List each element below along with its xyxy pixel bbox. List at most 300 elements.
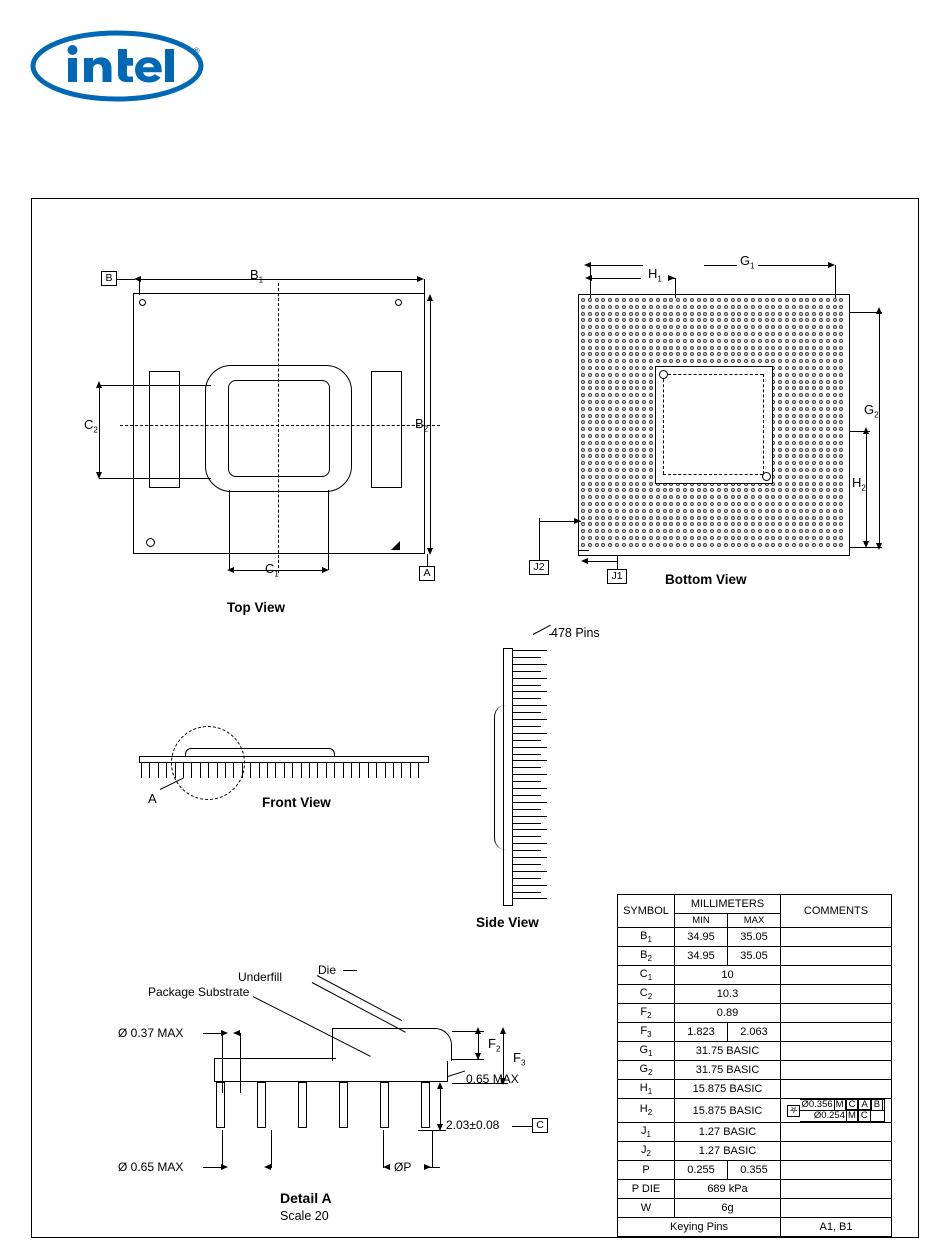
- bga-ball: [792, 488, 796, 492]
- bga-ball: [649, 482, 653, 486]
- bga-ball: [663, 325, 667, 329]
- bga-ball: [669, 312, 673, 316]
- bga-ball: [785, 346, 789, 350]
- dim-h2-arrow-down: [863, 541, 869, 548]
- bga-ball: [629, 318, 633, 322]
- bga-ball: [622, 448, 626, 452]
- bga-ball: [765, 298, 769, 302]
- bga-ball: [839, 522, 843, 526]
- bga-ball: [812, 346, 816, 350]
- bga-ball: [690, 495, 694, 499]
- bga-ball: [669, 516, 673, 520]
- top-view-title: Top View: [227, 600, 286, 615]
- bga-ball: [601, 488, 605, 492]
- bga-ball: [629, 400, 633, 404]
- bga-ball: [615, 482, 619, 486]
- fiducial-tl: [139, 299, 146, 306]
- bga-ball: [717, 332, 721, 336]
- bga-ball: [717, 298, 721, 302]
- bga-ball: [751, 312, 755, 316]
- dim-label-h1: $H_1$: [645, 266, 665, 284]
- bga-ball: [744, 516, 748, 520]
- dim-b2-arrow-up: [427, 294, 433, 301]
- bga-ball: [826, 373, 830, 377]
- bga-ball: [595, 454, 599, 458]
- bga-ball: [819, 352, 823, 356]
- bga-ball: [608, 346, 612, 350]
- front-view-pin: [292, 763, 293, 778]
- top-view-centerline-h: [120, 425, 440, 426]
- bga-ball: [805, 448, 809, 452]
- bga-ball: [731, 516, 735, 520]
- bga-ball: [799, 400, 803, 404]
- bga-ball: [785, 482, 789, 486]
- bga-ball: [785, 305, 789, 309]
- bga-ball: [595, 461, 599, 465]
- bga-ball: [778, 373, 782, 377]
- bga-ball: [778, 461, 782, 465]
- bga-ball: [805, 318, 809, 322]
- side-view-pin: [513, 843, 547, 844]
- table-row: [618, 1080, 892, 1099]
- top-view-centerline-v: [278, 283, 279, 573]
- bga-ball: [683, 352, 687, 356]
- bga-ball: [799, 448, 803, 452]
- bga-ball: [805, 366, 809, 370]
- bga-ball: [676, 339, 680, 343]
- bga-ball: [595, 441, 599, 445]
- bga-ball: [839, 325, 843, 329]
- bga-ball: [703, 359, 707, 363]
- table-row: [618, 1180, 892, 1199]
- front-view-pin: [166, 763, 167, 778]
- bga-ball: [792, 434, 796, 438]
- side-view-pin: [513, 733, 547, 734]
- side-view-pin: [513, 691, 547, 692]
- bga-ball: [792, 543, 796, 547]
- bga-ball: [778, 380, 782, 384]
- bga-ball: [649, 407, 653, 411]
- bga-ball: [826, 346, 830, 350]
- label-package-substrate: Package Substrate: [148, 985, 250, 999]
- bga-ball: [642, 529, 646, 533]
- bga-ball: [629, 312, 633, 316]
- bga-ball: [724, 332, 728, 336]
- bga-ball: [622, 502, 626, 506]
- bga-ball: [819, 454, 823, 458]
- bga-ball: [615, 441, 619, 445]
- th-units: MILLIMETERS: [675, 895, 781, 914]
- bga-ball: [635, 461, 639, 465]
- bga-ball: [656, 332, 660, 336]
- bga-ball: [703, 352, 707, 356]
- bga-ball: [839, 427, 843, 431]
- bga-ball: [826, 298, 830, 302]
- bga-ball: [676, 536, 680, 540]
- bga-ball: [778, 352, 782, 356]
- bga-ball: [799, 543, 803, 547]
- bga-ball: [595, 482, 599, 486]
- bga-ball: [799, 495, 803, 499]
- bga-ball: [785, 509, 789, 513]
- bga-ball: [737, 352, 741, 356]
- bga-ball: [622, 373, 626, 377]
- bga-ball: [805, 543, 809, 547]
- bga-ball: [792, 461, 796, 465]
- side-view-title: Side View: [476, 915, 539, 930]
- bga-ball: [622, 339, 626, 343]
- bga-ball: [581, 332, 585, 336]
- bga-ball: [792, 502, 796, 506]
- bga-ball: [710, 359, 714, 363]
- bga-ball: [697, 359, 701, 363]
- bga-ball: [812, 359, 816, 363]
- bga-ball: [601, 420, 605, 424]
- bga-ball: [792, 298, 796, 302]
- bga-ball: [629, 427, 633, 431]
- dim-g2-line: [879, 312, 880, 544]
- bga-ball: [799, 373, 803, 377]
- bga-ball: [792, 441, 796, 445]
- intel-logo: [30, 30, 205, 102]
- front-view-pin: [309, 763, 310, 778]
- table-cell-max: 0.355: [728, 1161, 781, 1180]
- bga-ball: [805, 352, 809, 356]
- side-view-pin: [513, 857, 547, 858]
- bga-ball: [656, 318, 660, 322]
- bga-ball: [601, 305, 605, 309]
- table-cell-comment: [781, 1180, 892, 1199]
- bga-ball: [758, 332, 762, 336]
- side-view-pin: [513, 678, 547, 679]
- front-view-pin: [385, 763, 386, 778]
- table-cell-symbol: $B_2$: [618, 947, 675, 966]
- bga-ball: [629, 522, 633, 526]
- bga-ball: [826, 325, 830, 329]
- bga-ball: [826, 454, 830, 458]
- bga-ball: [737, 522, 741, 526]
- bga-ball: [758, 516, 762, 520]
- table-cell-symbol: $C_2$: [618, 985, 675, 1004]
- bga-ball: [697, 318, 701, 322]
- detail-pin: [421, 1082, 430, 1128]
- bga-ball: [608, 373, 612, 377]
- bga-ball: [635, 441, 639, 445]
- bga-ball: [649, 522, 653, 526]
- bga-ball: [588, 448, 592, 452]
- bga-ball: [601, 400, 605, 404]
- bga-ball: [833, 488, 837, 492]
- bga-ball: [608, 386, 612, 390]
- side-view-pin: [513, 892, 541, 893]
- bga-ball: [717, 339, 721, 343]
- side-view-pin: [513, 650, 547, 651]
- bga-ball: [622, 359, 626, 363]
- bga-ball: [792, 318, 796, 322]
- bga-ball: [622, 475, 626, 479]
- bga-ball: [663, 516, 667, 520]
- bga-ball: [785, 475, 789, 479]
- bga-ball: [771, 312, 775, 316]
- bga-ball: [778, 502, 782, 506]
- bga-ball: [622, 332, 626, 336]
- bga-ball: [751, 495, 755, 499]
- bga-ball: [805, 468, 809, 472]
- side-view-pin: [513, 898, 547, 899]
- side-view-pin-rows: [513, 650, 553, 905]
- bga-ball: [833, 318, 837, 322]
- bga-void-dash-top: [663, 374, 763, 375]
- bga-ball: [833, 482, 837, 486]
- bga-ball: [622, 312, 626, 316]
- bga-ball: [622, 325, 626, 329]
- bga-ball: [778, 298, 782, 302]
- bga-ball: [690, 318, 694, 322]
- bga-ball: [839, 339, 843, 343]
- bga-ball: [703, 522, 707, 526]
- fiducial-bl: [146, 538, 155, 547]
- bga-ball: [608, 407, 612, 411]
- bga-ball: [676, 488, 680, 492]
- bga-ball: [805, 502, 809, 506]
- bga-ball: [588, 366, 592, 370]
- bga-ball: [703, 495, 707, 499]
- bga-ball: [771, 529, 775, 533]
- bga-ball: [635, 516, 639, 520]
- bga-ball: [724, 352, 728, 356]
- bga-ball: [615, 509, 619, 513]
- bga-ball: [805, 305, 809, 309]
- bga-ball: [629, 420, 633, 424]
- bga-ball: [778, 448, 782, 452]
- bga-ball: [649, 529, 653, 533]
- bga-ball: [799, 536, 803, 540]
- bga-ball: [697, 516, 701, 520]
- bga-ball: [635, 366, 639, 370]
- bga-ball: [601, 346, 605, 350]
- bga-ball: [799, 516, 803, 520]
- bga-ball: [710, 516, 714, 520]
- bga-ball: [581, 522, 585, 526]
- bga-ball: [731, 509, 735, 513]
- bga-ball: [635, 332, 639, 336]
- bga-ball: [697, 488, 701, 492]
- bga-ball: [615, 407, 619, 411]
- bga-ball: [826, 393, 830, 397]
- bga-ball: [792, 495, 796, 499]
- bga-ball: [819, 536, 823, 540]
- bga-ball: [785, 339, 789, 343]
- bga-ball: [683, 488, 687, 492]
- bga-ball: [676, 516, 680, 520]
- bga-ball: [669, 318, 673, 322]
- bga-ball: [588, 339, 592, 343]
- bga-ball: [778, 393, 782, 397]
- bga-ball: [724, 529, 728, 533]
- bga-ball: [812, 380, 816, 384]
- bga-ball: [758, 543, 762, 547]
- dim-f2-ext-top: [452, 1031, 484, 1032]
- bga-ball: [703, 325, 707, 329]
- bga-ball: [642, 393, 646, 397]
- bga-ball: [751, 298, 755, 302]
- bga-ball: [792, 352, 796, 356]
- detail-substrate: [214, 1058, 448, 1082]
- bga-ball: [792, 448, 796, 452]
- bga-ball: [833, 312, 837, 316]
- bga-ball: [799, 475, 803, 479]
- table-cell-comment: [781, 928, 892, 947]
- table-cell-min: 1.823: [675, 1023, 728, 1042]
- bga-ball: [751, 522, 755, 526]
- bga-ball: [819, 475, 823, 479]
- bga-ball: [690, 522, 694, 526]
- bga-ball: [656, 543, 660, 547]
- bga-ball: [656, 305, 660, 309]
- bga-ball: [724, 516, 728, 520]
- label-underfill: Underfill: [238, 970, 283, 984]
- bga-ball: [622, 420, 626, 424]
- bga-ball: [731, 339, 735, 343]
- side-view-pin: [513, 698, 541, 699]
- bga-ball: [839, 495, 843, 499]
- side-view-pin: [513, 719, 547, 720]
- bga-ball: [765, 488, 769, 492]
- bga-ball: [758, 318, 762, 322]
- bga-ball: [778, 529, 782, 533]
- keying-pin-b1: [762, 472, 771, 481]
- bga-ball: [771, 325, 775, 329]
- bga-ball: [649, 441, 653, 445]
- bga-ball: [799, 434, 803, 438]
- bga-ball: [649, 318, 653, 322]
- bga-ball: [635, 475, 639, 479]
- bga-ball: [792, 454, 796, 458]
- bga-ball: [703, 346, 707, 350]
- bga-ball: [703, 536, 707, 540]
- bga-ball: [581, 448, 585, 452]
- bga-ball: [601, 509, 605, 513]
- bga-ball: [771, 339, 775, 343]
- bga-ball: [826, 407, 830, 411]
- bga-ball: [819, 386, 823, 390]
- bga-ball: [799, 359, 803, 363]
- bga-ball: [731, 536, 735, 540]
- bga-ball: [785, 461, 789, 465]
- dim-065-max-top: 0.65 MAX: [466, 1072, 519, 1086]
- bga-ball: [819, 339, 823, 343]
- bga-ball: [595, 495, 599, 499]
- bga-ball: [622, 509, 626, 513]
- dim-b1-ext-left: [139, 279, 140, 295]
- bga-ball: [615, 373, 619, 377]
- table-cell-value: 15.875 BASIC: [675, 1080, 781, 1099]
- bga-ball: [833, 475, 837, 479]
- bga-ball: [581, 495, 585, 499]
- bga-ball: [778, 346, 782, 350]
- bga-ball: [649, 305, 653, 309]
- bga-ball: [676, 543, 680, 547]
- bga-ball: [629, 516, 633, 520]
- bga-ball: [758, 529, 762, 533]
- bga-ball: [751, 502, 755, 506]
- bga-ball: [635, 305, 639, 309]
- bga-ball: [724, 509, 728, 513]
- bga-ball: [588, 325, 592, 329]
- bga-ball: [595, 509, 599, 513]
- bga-ball: [812, 298, 816, 302]
- bga-ball: [581, 502, 585, 506]
- table-row: [618, 1061, 892, 1080]
- bga-ball: [805, 298, 809, 302]
- bga-ball: [622, 543, 626, 547]
- bga-ball: [635, 482, 639, 486]
- bga-ball: [812, 325, 816, 329]
- bga-ball: [737, 305, 741, 309]
- bga-ball: [812, 441, 816, 445]
- bga-ball: [676, 312, 680, 316]
- bga-ball: [731, 332, 735, 336]
- bga-ball: [765, 359, 769, 363]
- bga-ball: [717, 346, 721, 350]
- bga-ball: [642, 420, 646, 424]
- bga-ball: [710, 529, 714, 533]
- bga-ball: [615, 393, 619, 397]
- bga-ball: [812, 461, 816, 465]
- bga-ball: [785, 366, 789, 370]
- bga-ball: [833, 522, 837, 526]
- bga-ball: [778, 305, 782, 309]
- bga-ball: [649, 386, 653, 390]
- bga-ball: [805, 414, 809, 418]
- bga-ball: [622, 461, 626, 465]
- bga-ball: [717, 516, 721, 520]
- bga-ball: [588, 359, 592, 363]
- detail-a-scale: Scale 20: [280, 1209, 329, 1223]
- dim-b1-arrow-right: [417, 276, 424, 282]
- table-cell-comment: [781, 1080, 892, 1099]
- bga-ball: [690, 543, 694, 547]
- bga-ball: [622, 305, 626, 309]
- bga-ball: [703, 502, 707, 506]
- side-view-pin: [513, 754, 541, 755]
- bga-ball: [629, 461, 633, 465]
- bga-ball: [615, 352, 619, 356]
- bga-ball: [765, 325, 769, 329]
- label-die: Die: [318, 963, 337, 977]
- bga-ball: [833, 516, 837, 520]
- table-cell-comment: [781, 1142, 892, 1161]
- front-view-pin: [334, 763, 335, 778]
- bga-ball: [771, 346, 775, 350]
- bga-ball: [581, 488, 585, 492]
- bga-ball: [588, 482, 592, 486]
- table-cell-symbol: Keying Pins: [618, 1218, 781, 1237]
- bga-ball: [588, 305, 592, 309]
- bga-ball: [649, 325, 653, 329]
- bga-ball: [839, 488, 843, 492]
- bga-ball: [581, 461, 585, 465]
- bga-ball: [608, 420, 612, 424]
- bga-ball: [581, 407, 585, 411]
- bga-ball: [581, 339, 585, 343]
- bga-ball: [758, 305, 762, 309]
- bga-ball: [724, 536, 728, 540]
- bga-ball: [676, 325, 680, 329]
- bga-ball: [676, 298, 680, 302]
- bga-ball: [629, 495, 633, 499]
- bga-ball: [697, 312, 701, 316]
